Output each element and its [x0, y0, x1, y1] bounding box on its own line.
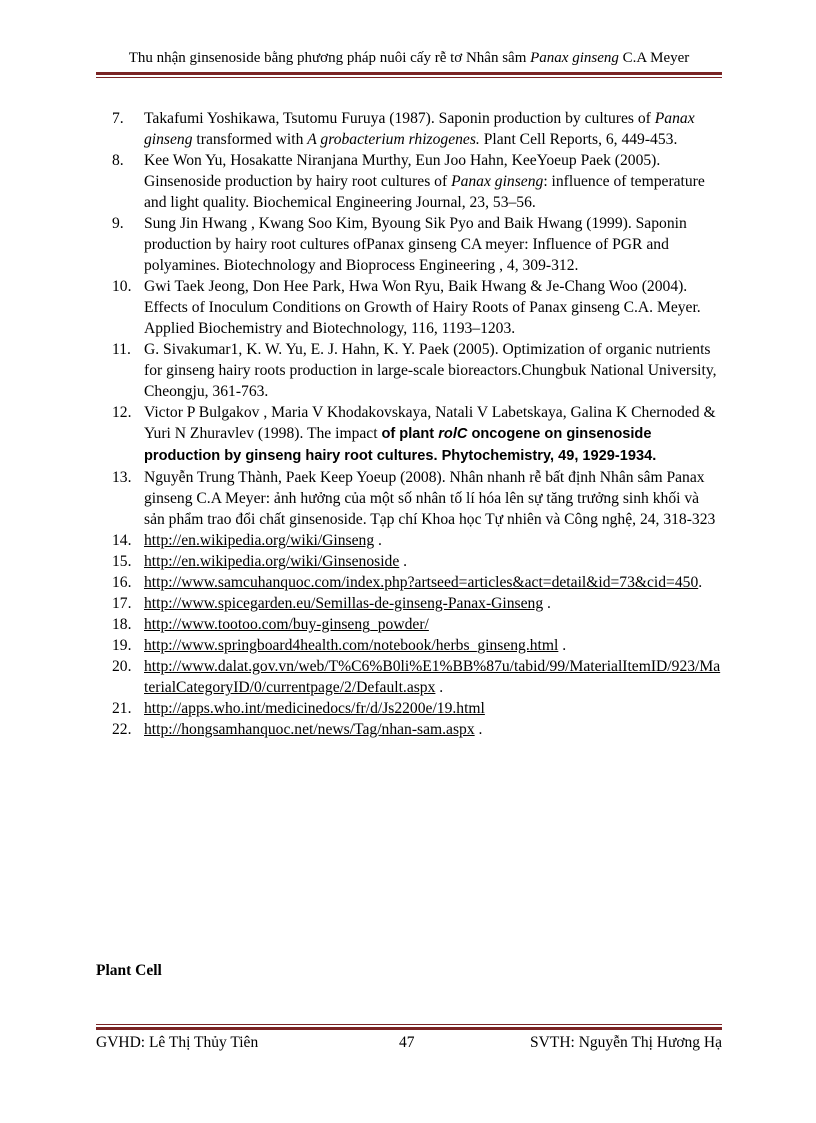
reference-list — [112, 108, 722, 740]
reference-item — [112, 276, 722, 339]
reference-text: Sung Jin Hwang , Kwang Soo Kim, Byoung Sik Pyo and Baik Hwang (1999). Saponin production by hairy root cultures ofPanax ginseng CA meyer: Influence of PGR and polyamines. Biotechnology and Bioprocess Engineering , 4, 309-312. — [144, 215, 687, 274]
reference-link-item: 22. http://hongsamhanquoc.net/news/Tag/nhan-sam.aspx . — [112, 721, 483, 738]
header-title-italic: Panax ginseng — [530, 50, 619, 66]
reference-link[interactable]: http://en.wikipedia.org/wiki/Ginseng — [144, 532, 375, 549]
reference-item — [112, 339, 722, 402]
plant-cell-label: Plant Cell — [96, 962, 162, 979]
reference-link[interactable]: http://www.springboard4health.com/notebook/herbs_ginseng.html — [144, 637, 559, 654]
reference-link-item: 15. http://en.wikipedia.org/wiki/Ginsenoside . — [112, 553, 408, 570]
reference-link[interactable]: http://www.dalat.gov.vn/web/T%C6%B0li%E1%BB%87u/tabid/99/MaterialItemID/923/MaterialCategoryID/0/currentpage/2/Default.aspx — [144, 658, 721, 696]
reference-text: Kee Won Yu, Hosakatte Niranjana Murthy, Eun Joo Hahn, KeeYoeup Paek (2005). Ginsenoside production by hairy root cultures of Panax ginseng: influence of temperature and light quality. Biochemical Engineering Journal, 23, 53–56. — [144, 152, 705, 211]
page-header — [96, 50, 722, 67]
footer-advisor: GVHD: Lê Thị Thủy Tiên — [96, 1034, 259, 1051]
reference-link-item: 14. http://en.wikipedia.org/wiki/Ginseng . — [112, 532, 382, 549]
header-title-prefix: Thu nhận ginsenoside bằng phương pháp nuôi cấy rễ tơ Nhân sâm — [128, 50, 531, 66]
footer-student: SVTH: Nguyễn Thị Hương Hạ — [530, 1034, 722, 1051]
reference-number: 20. — [112, 658, 132, 675]
reference-number: 14. — [112, 532, 132, 549]
reference-item — [112, 467, 722, 530]
footer-rule — [96, 1024, 722, 1030]
header-title-suffix: C.A Meyer — [618, 50, 690, 66]
reference-number: 11. — [112, 341, 131, 358]
reference-link[interactable]: http://hongsamhanquoc.net/news/Tag/nhan-sam.aspx — [144, 721, 475, 738]
reference-number: 7. — [112, 110, 124, 127]
reference-link[interactable]: http://www.tootoo.com/buy-ginseng_powder/ — [144, 616, 429, 633]
reference-number: 8. — [112, 152, 124, 169]
reference-item — [112, 213, 722, 276]
reference-number: 17. — [112, 595, 132, 612]
reference-link[interactable]: http://www.samcuhanquoc.com/index.php?artseed=articles&act=detail&id=73&cid=450 — [144, 574, 699, 591]
reference-number: 15. — [112, 553, 132, 570]
reference-item — [112, 150, 722, 213]
reference-text: Gwi Taek Jeong, Don Hee Park, Hwa Won Ryu, Baik Hwang & Je-Chang Woo (2004). Effects of Inoculum Conditions on Growth of Hairy Roots of Panax ginseng C.A. Meyer. Applied Biochemistry and Biotechnology, 116, 1193–1203. — [144, 278, 701, 337]
reference-number: 21. — [112, 700, 132, 717]
reference-link-item — [112, 698, 722, 719]
reference-text: Takafumi Yoshikawa, Tsutomu Furuya (1987). Saponin production by cultures of Panax ginseng transformed with A grobacterium rhizogenes. Plant Cell Reports, 6, 449-453. — [144, 110, 695, 148]
page-number: 47 — [399, 1034, 415, 1051]
reference-item — [112, 402, 722, 467]
reference-number: 18. — [112, 616, 132, 633]
reference-link[interactable]: http://en.wikipedia.org/wiki/Ginsenoside — [144, 553, 400, 570]
reference-number: 22. — [112, 721, 132, 738]
reference-link-item — [112, 614, 722, 635]
reference-text: Nguyễn Trung Thành, Paek Keep Yoeup (2008). Nhân nhanh rễ bất định Nhân sâm Panax ginseng C.A Meyer: ảnh hưởng của một số nhân tố lí hóa lên sự tăng trưởng sinh khối và sản phẩm trao đổi chất ginsenoside. Tạp chí Khoa học Tự nhiên và Công nghệ, 24, 318-323 — [144, 469, 716, 528]
reference-link-item: 17. http://www.spicegarden.eu/Semillas-de-ginseng-Panax-Ginseng . — [112, 595, 551, 612]
reference-text: G. Sivakumar1, K. W. Yu, E. J. Hahn, K. Y. Paek (2005). Optimization of organic nutrients for ginseng hairy roots production in large-scale bioreactors.Chungbuk National University, Cheongju, 361-763. — [144, 341, 717, 400]
reference-number: 13. — [112, 469, 132, 486]
reference-link-item: 16. http://www.samcuhanquoc.com/index.php?artseed=articles&act=detail&id=73&cid=450. — [112, 574, 703, 591]
reference-link-item: 20. http://www.dalat.gov.vn/web/T%C6%B0li%E1%BB%87u/tabid/99/MaterialItemID/923/MaterialCategoryID/0/currentpage/2/Default.aspx . — [112, 658, 721, 696]
reference-link[interactable]: http://apps.who.int/medicinedocs/fr/d/Js2200e/19.html — [144, 700, 485, 717]
reference-number: 16. — [112, 574, 132, 591]
reference-item — [112, 108, 722, 150]
reference-text: Victor P Bulgakov , Maria V Khodakovskaya, Natali V Labetskaya, Galina K Chernoded & Yuri N Zhuravlev (1998). The impact of plant rolC oncogene on ginsenoside production by ginseng hairy root cultures. Phytochemistry, 49, 1929-1934. — [144, 404, 716, 464]
reference-link[interactable]: http://www.spicegarden.eu/Semillas-de-ginseng-Panax-Ginseng — [144, 595, 544, 612]
reference-number: 9. — [112, 215, 124, 232]
header-rule — [96, 72, 722, 78]
reference-number: 12. — [112, 404, 132, 421]
reference-number: 19. — [112, 637, 132, 654]
reference-number: 10. — [112, 278, 132, 295]
reference-link-item: 19. http://www.springboard4health.com/notebook/herbs_ginseng.html . — [112, 637, 567, 654]
